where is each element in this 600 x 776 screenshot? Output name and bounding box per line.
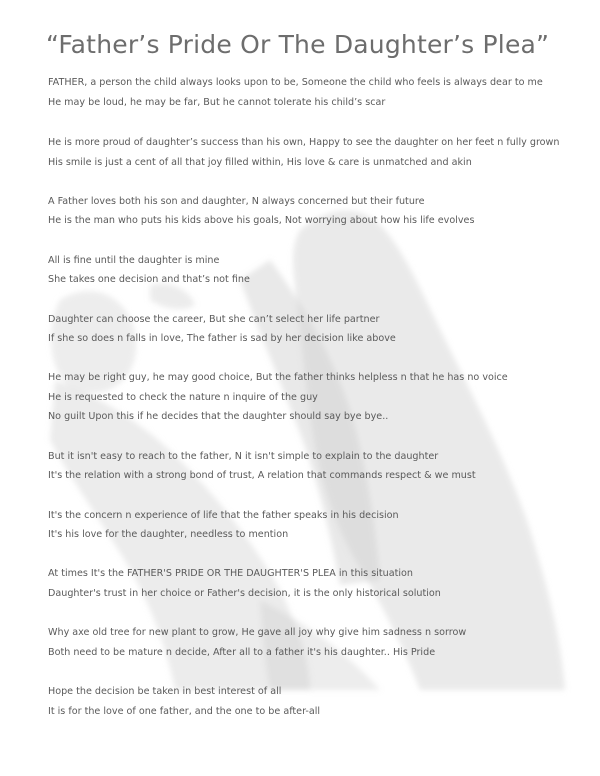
poem-line: At times It's the FATHER'S PRIDE OR THE DAUGHTER'S PLEA in this situation — [48, 568, 413, 579]
poem-line: FATHER, a person the child always looks upon to be, Someone the child who feels is always dear to me — [48, 77, 543, 88]
poem-line: No guilt Upon this if he decides that the daughter should say bye bye.. — [48, 411, 389, 422]
poem-line: His smile is just a cent of all that joy filled within, His love & care is unmatched and akin — [48, 157, 472, 168]
poem-title: “Father’s Pride Or The Daughter’s Plea” — [46, 30, 550, 59]
poem-line: It is for the love of one father, and the one to be after-all — [48, 706, 321, 717]
poem-line: He is requested to check the nature n inquire of the guy — [48, 392, 318, 403]
poem-line: All is fine until the daughter is mine — [48, 255, 220, 266]
poem-line: He may be loud, he may be far, But he cannot tolerate his child’s scar — [48, 97, 386, 108]
poem-line: Daughter can choose the career, But she can’t select her life partner — [48, 314, 380, 325]
poem-line: It's the concern n experience of life that the father speaks in his decision — [48, 510, 399, 521]
poem-line: She takes one decision and that’s not fine — [48, 274, 250, 285]
poem-line: It's the relation with a strong bond of trust, A relation that commands respect & we must — [48, 470, 476, 481]
poem-line: But it isn't easy to reach to the father, N it isn't simple to explain to the daughter — [48, 451, 439, 462]
poem-line: Why axe old tree for new plant to grow, He gave all joy why give him sadness n sorrow — [48, 627, 467, 638]
poem-line: A Father loves both his son and daughter, N always concerned but their future — [48, 196, 425, 207]
poem-line: He is the man who puts his kids above his goals, Not worrying about how his life evolves — [48, 215, 475, 226]
poem-line: Daughter's trust in her choice or Father's decision, it is the only historical solution — [48, 588, 441, 599]
poem-line: He is more proud of daughter’s success than his own, Happy to see the daughter on her feet n fully grown — [48, 137, 560, 148]
poem-line: He may be right guy, he may good choice, But the father thinks helpless n that he has no voice — [48, 372, 508, 383]
poem-line: Hope the decision be taken in best interest of all — [48, 686, 282, 697]
poem-line: Both need to be mature n decide, After all to a father it's his daughter.. His Pride — [48, 647, 436, 658]
poem-line: If she so does n falls in love, The father is sad by her decision like above — [48, 333, 396, 344]
poem-line: It's his love for the daughter, needless to mention — [48, 529, 289, 540]
